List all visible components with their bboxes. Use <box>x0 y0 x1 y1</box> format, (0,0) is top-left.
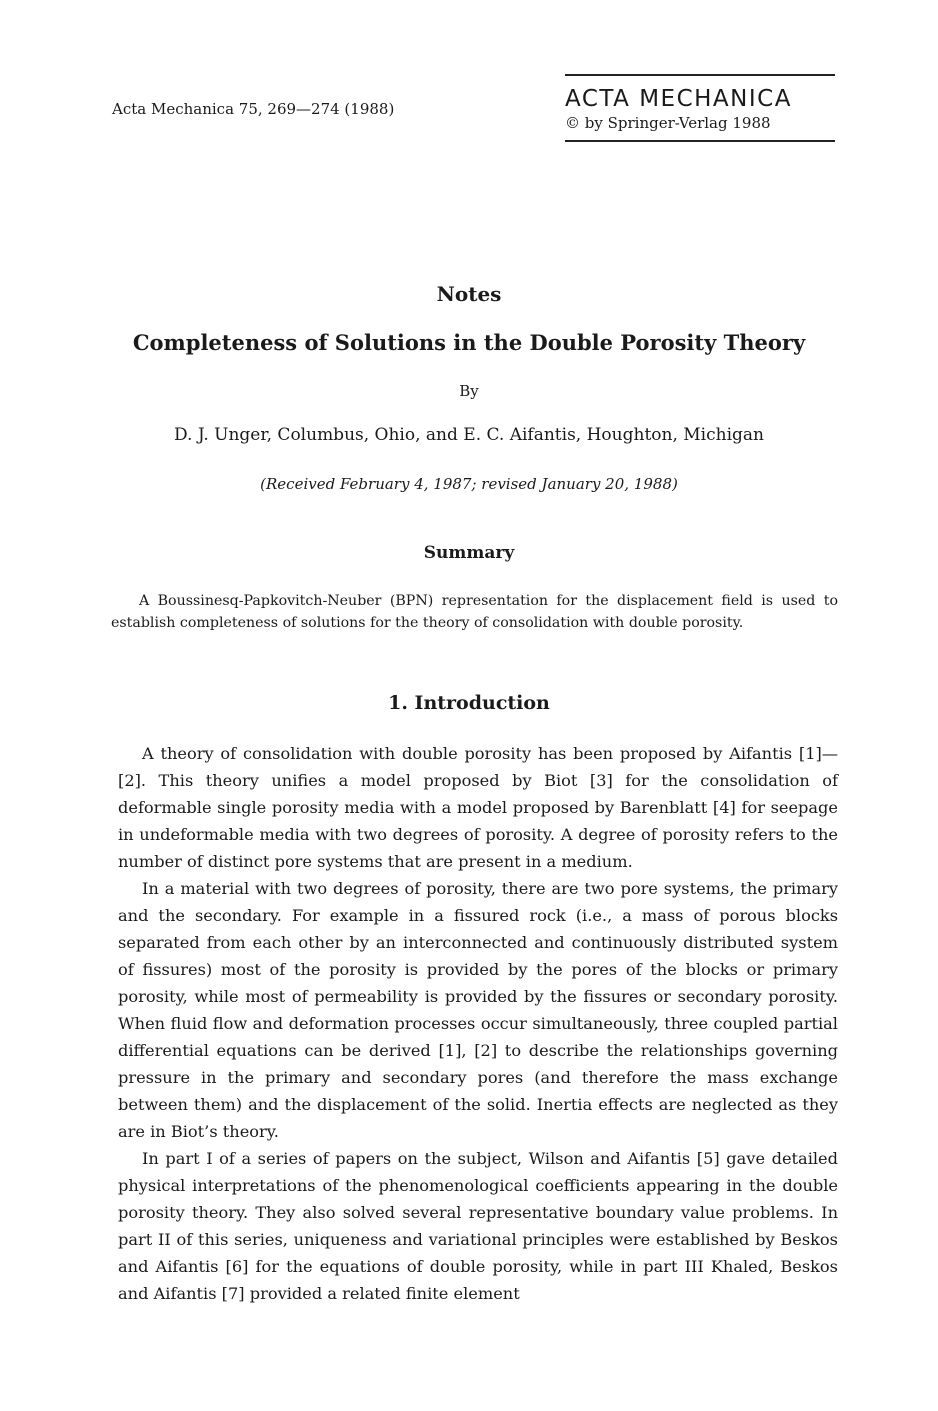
summary-text: A Boussinesq-Papkovitch-Neuber (BPN) representation for the displacement field is used to establish completeness of solutions for the theory of consolidation with double porosity. <box>111 593 838 631</box>
introduction-heading: 1. Introduction <box>388 692 550 714</box>
section-label: Notes <box>436 282 502 306</box>
intro-paragraph-3: In part I of a series of papers on the subject, Wilson and Aifantis [5] gave detailed physical interpretations of the phenomenological coefficients appearing in the double porosity theory. They also solved several representative boundary value problems. In part II of this series, uniqueness and variational principles were established by Beskos and Aifantis [6] for the equations of double porosity, while in part III Khaled, Beskos and Aifantis [7] provided a related finite element <box>118 1149 838 1303</box>
received-dates: (Received February 4, 1987; revised January 20, 1988) <box>260 475 678 493</box>
journal-name: ACTA MECHANICA <box>565 86 792 112</box>
intro-paragraph-1: A theory of consolidation with double porosity has been proposed by Aifantis [1]—[2]. This theory unifies a model proposed by Biot [3] for the consolidation of deformable single porosity media with a model proposed by Barenblatt [4] for seepage in undeformable media with two degrees of porosity. A degree of porosity refers to the number of distinct pore systems that are present in a medium. <box>118 744 838 871</box>
authors-line: D. J. Unger, Columbus, Ohio, and E. C. Aifantis, Houghton, Michigan <box>174 425 764 445</box>
journal-masthead <box>565 74 835 142</box>
journal-citation: Acta Mechanica 75, 269—274 (1988) <box>112 100 395 118</box>
copyright-line: © by Springer-Verlag 1988 <box>565 114 771 132</box>
summary-heading: Summary <box>423 543 515 563</box>
intro-paragraph-2: In a material with two degrees of porosity, there are two pore systems, the primary and the secondary. For example in a fissured rock (i.e., a mass of porous blocks separated from each other by an interconnected and continuously distributed system of fissures) most of the porosity is provided by the pores of the blocks or primary porosity, while most of permeability is provided by the fissures or secondary porosity. When fluid flow and deformation processes occur simultaneously, three coupled partial differential equations can be derived [1], [2] to describe the relationships governing pressure in the primary and secondary pores (and therefore the mass exchange between them) and the displacement of the solid. Inertia effects are neglected as they are in Biot’s theory. <box>118 879 838 1141</box>
article-title: Completeness of Solutions in the Double Porosity Theory <box>132 330 806 355</box>
byline-by: By <box>459 382 479 400</box>
